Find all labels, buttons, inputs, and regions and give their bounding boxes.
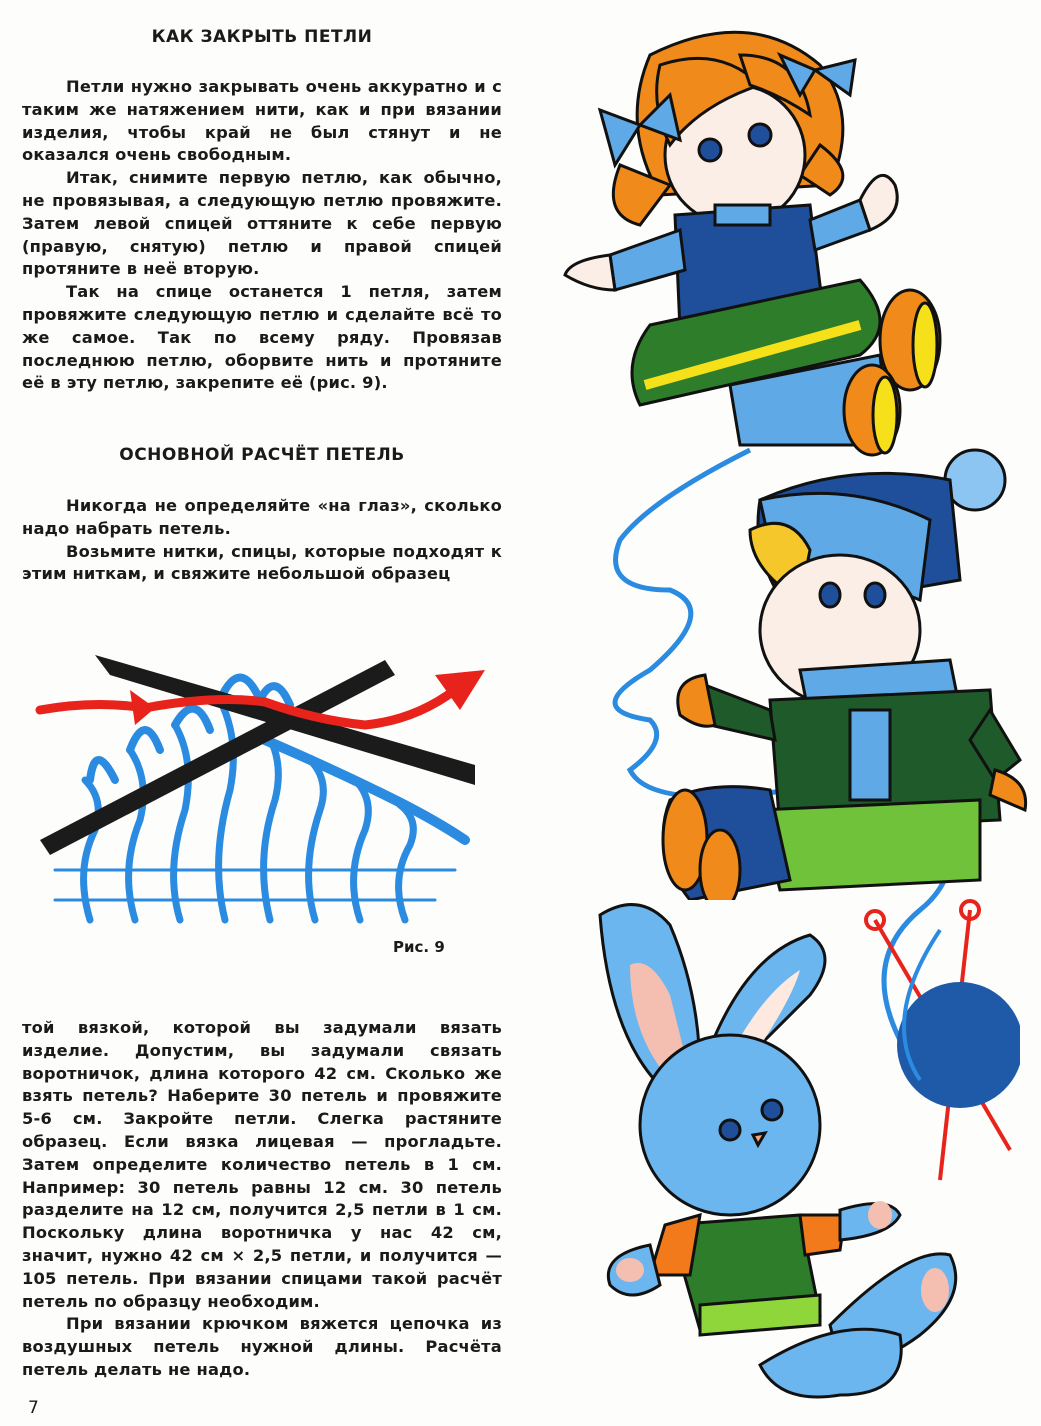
section-title-stitch-calculation: ОСНОВНОЙ РАСЧЁТ ПЕТЕЛЬ xyxy=(119,445,405,465)
knitting-diagram-figure xyxy=(35,630,505,930)
page-number: 7 xyxy=(28,1398,39,1418)
paragraph: Возьмите нитки, спицы, которые подходят к этим ниткам, и свяжите небольшой образец xyxy=(22,541,502,584)
paragraph: Никогда не определяйте «на глаз», сколько надо набрать петель. xyxy=(22,496,502,538)
bunny-illustration xyxy=(590,895,990,1415)
paragraph: Так на спице останется 1 петля, затем провяжите следующую петлю и сделайте всё то же самоe. Так по всему ряду. Провязав последнюю петлю, оборвите нить и протяните её в эту петлю, закрепите её (рис. 9). xyxy=(22,282,502,393)
paragraph: Итак, снимите первую петлю, как обычно, не провязывая, а следующую петлю провяжите. Затем левой спицей оттяните к себе первую (правую, снятую) петлю и правой спицей протяните в неё вторую. xyxy=(22,168,502,279)
arrow-head-icon xyxy=(435,670,485,710)
doll-boy-illustration xyxy=(650,440,1030,900)
doll-girl-illustration xyxy=(560,25,960,465)
arrow-mid-icon xyxy=(130,690,155,725)
figure-caption: Рис. 9 xyxy=(393,938,445,956)
left-needle xyxy=(95,655,475,785)
right-needle xyxy=(40,660,395,855)
paragraph: При вязании крючком вяжется цепочка из воздушных петель нужной длины. Расчёта петель делать не надо. xyxy=(22,1314,502,1379)
section2-body-bottom xyxy=(22,1017,502,1382)
section1-body xyxy=(22,76,502,395)
paragraph: той вязкой, которой вы задумали вязать изделие. Допустим, вы задумали связать воротничок, длина которого 42 см. Сколько же взять петель? Наберите 30 петель и провяжите 5-6 см. Закройте петли. Слегка растяните образец. Если вязка лицевая — прогладьте. Затем определите количество петель в 1 см. Например: 30 петель равны 12 см. 30 петель разделите на 12 см, получится 2,5 петли в 1 см. Поскольку длина воротничка у нас 42 см, значит, нужно 42 см × 2,5 петли, и получится — 105 петель. При вязании спицами такой расчёт петель по образцу необходим. xyxy=(22,1018,502,1311)
section2-body-top xyxy=(22,495,502,586)
section-title-cast-off: КАК ЗАКРЫТЬ ПЕТЛИ xyxy=(151,27,373,47)
paragraph: Петли нужно закрывать очень аккуратно и с таким же натяжением нити, как и при вязании изделия, чтобы край не был стянут и не оказался очень свободным. xyxy=(22,77,502,165)
